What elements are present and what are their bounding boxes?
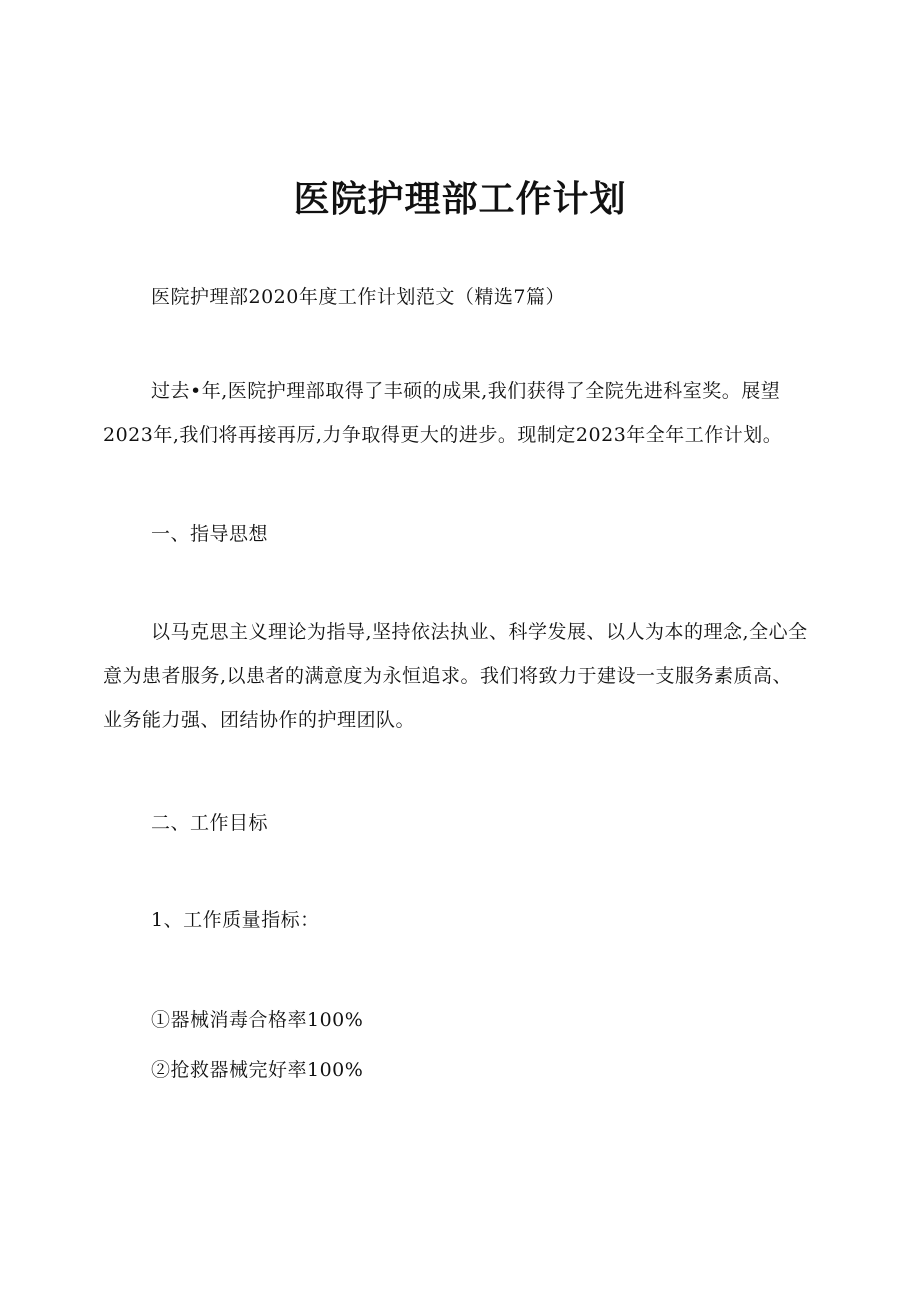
section1-heading: 一、指导思想 [151, 523, 269, 545]
intro-paragraph: 过去•年,医院护理部取得了丰硕的成果,我们获得了全院先进科室奖。展望2023年,我们将再接再厉,力争取得更大的进步。现制定2023年全年工作计划。 [103, 380, 783, 446]
list-item: ②抢救器械完好率100% [151, 1059, 364, 1081]
list-item: ①器械消毒合格率100% [151, 1009, 364, 1031]
section2-heading: 二、工作目标 [151, 812, 269, 834]
section1-paragraph: 以马克思主义理论为指导,坚持依法执业、科学发展、以人为本的理念,全心全意为患者服务,以患者的满意度为永恒追求。我们将致力于建设一支服务素质高、业务能力强、团结协作的护理团队。 [103, 621, 808, 731]
document-title: 医院护理部工作计划 [293, 179, 627, 220]
document-subtitle: 医院护理部2020年度工作计划范文（精选7篇） [151, 286, 565, 308]
subsection1-heading: 1、工作质量指标： [151, 909, 320, 931]
